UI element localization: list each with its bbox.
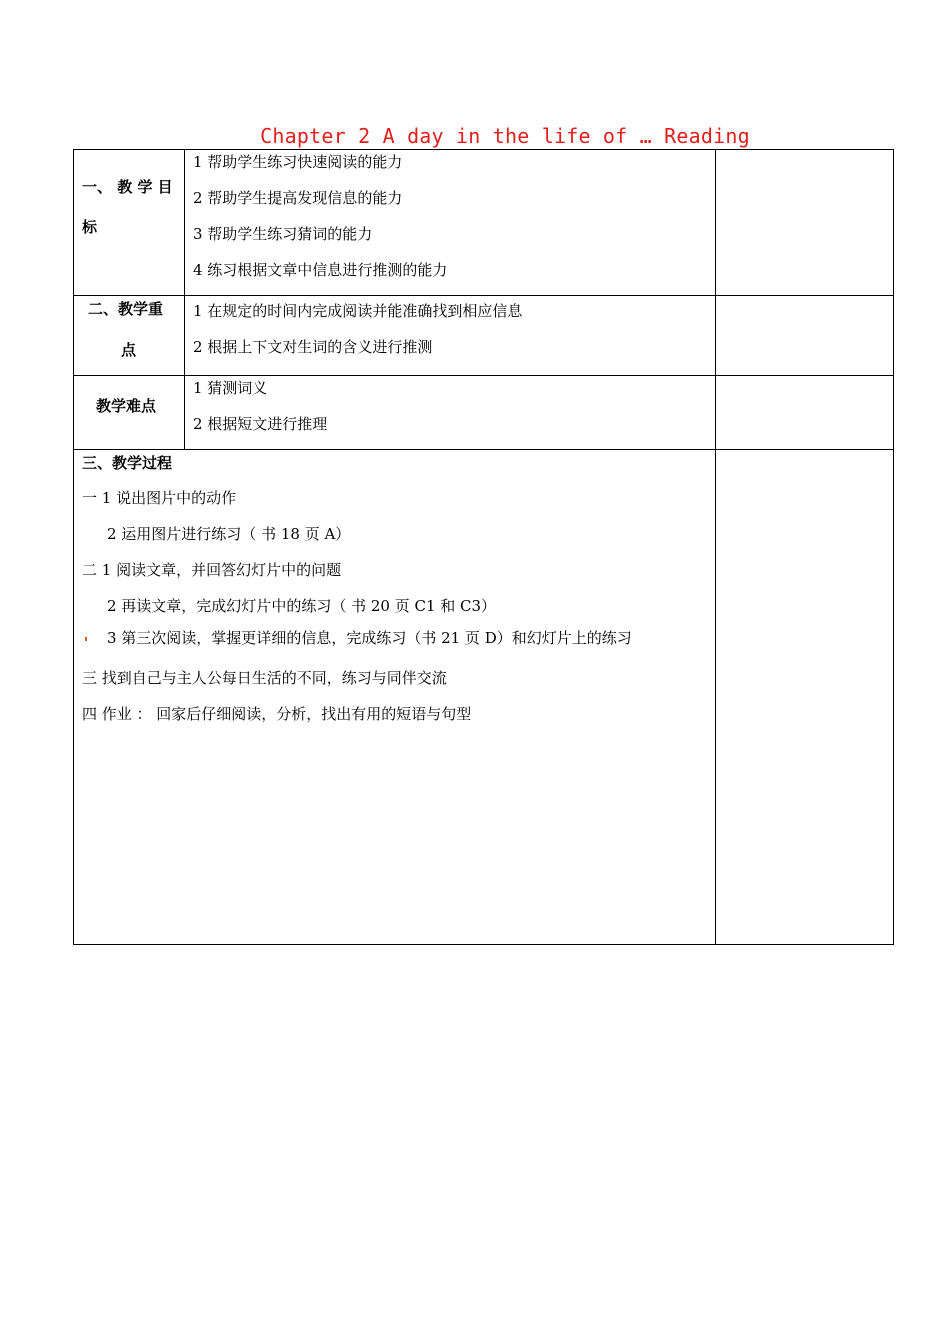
- objectives-label-cont: 标: [82, 218, 98, 236]
- objective-item: 1 帮助学生练习快速阅读的能力: [193, 153, 403, 171]
- difficulty-item: 2 根据短文进行推理: [193, 415, 328, 433]
- key-points-label: 二、教学重: [88, 300, 164, 318]
- objectives-label: 一、 教 学 目: [82, 178, 173, 196]
- process-line: 3 第三次阅读，掌握更详细的信息，完成练习（书 21 页 D）和幻灯片上的练习: [107, 629, 632, 647]
- difficulties-label: 教学难点: [96, 397, 157, 415]
- process-line: 三 找到自己与主人公每日生活的不同，练习与同伴交流: [82, 669, 447, 687]
- key-points-label-cont: 点: [121, 341, 137, 359]
- table-border-bottom: [73, 944, 894, 945]
- process-heading: 三、教学过程: [82, 454, 173, 472]
- page-title: Chapter 2 A day in the life of … Reading: [260, 124, 750, 148]
- process-line: 一 1 说出图片中的动作: [82, 489, 237, 507]
- table-border-top: [73, 149, 894, 150]
- table-row-divider: [73, 375, 894, 376]
- margin-mark: [85, 637, 87, 641]
- table-column-divider: [715, 149, 716, 945]
- key-point-item: 1 在规定的时间内完成阅读并能准确找到相应信息: [193, 302, 523, 320]
- table-border-left: [73, 149, 74, 945]
- process-line: 四 作业 ： 回家后仔细阅读，分析，找出有用的短语与句型: [82, 705, 472, 723]
- table-row-divider: [73, 449, 894, 450]
- objective-item: 3 帮助学生练习猜词的能力: [193, 225, 373, 243]
- process-line: 2 运用图片进行练习（ 书 18 页 A）: [107, 525, 351, 543]
- table-column-divider: [184, 149, 185, 450]
- objective-item: 2 帮助学生提高发现信息的能力: [193, 189, 403, 207]
- process-line: 2 再读文章，完成幻灯片中的练习（ 书 20 页 C1 和 C3）: [107, 597, 497, 615]
- difficulty-item: 1 猜测词义: [193, 379, 268, 397]
- process-line: 二 1 阅读文章，并回答幻灯片中的问题: [82, 561, 342, 579]
- objective-item: 4 练习根据文章中信息进行推测的能力: [193, 261, 448, 279]
- table-row-divider: [73, 295, 894, 296]
- table-border-right: [893, 149, 894, 945]
- key-point-item: 2 根据上下文对生词的含义进行推测: [193, 338, 433, 356]
